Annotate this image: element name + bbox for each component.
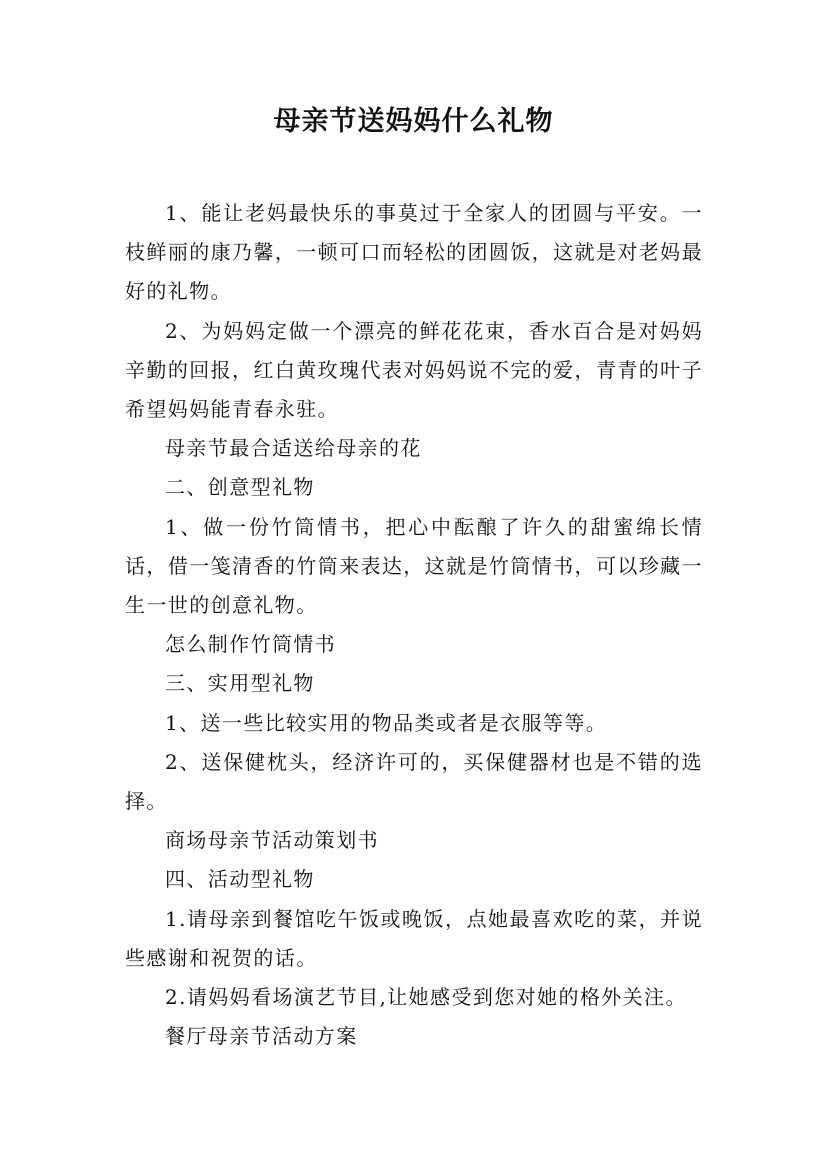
link-text-bamboo-letter: 怎么制作竹筒情书 [165,632,337,657]
link-text-restaurant-plan: 餐厅母亲节活动方案 [165,1024,358,1049]
paragraph-intro-1: 1、能让老妈最快乐的事莫过于全家人的团圆与平安。一枝鲜丽的康乃馨，一顿可口而轻松的团圆饭，这就是对老妈最好的礼物。 [125,201,703,304]
section-heading-practical: 三、实用型礼物 [165,671,315,696]
paragraph-activity-1: 1.请母亲到餐馆吃午饭或晚饭，点她最喜欢吃的菜，并说些感谢和祝贺的话。 [125,906,703,970]
paragraph-practical-1: 1、送一些比较实用的物品类或者是衣服等等。 [165,710,608,735]
link-text-mall-plan: 商场母亲节活动策划书 [165,828,379,853]
paragraph-intro-2: 2、为妈妈定做一个漂亮的鲜花花束，香水百合是对妈妈辛勤的回报，红白黄玫瑰代表对妈妈说不完的爱，青青的叶子希望妈妈能青春永驻。 [125,318,703,422]
paragraph-creative-1: 1、做一份竹筒情书，把心中酝酿了许久的甜蜜绵长情话，借一笺清香的竹筒来表达，这就是竹筒情书，可以珍藏一生一世的创意礼物。 [125,514,703,618]
document-body [125,194,703,1056]
link-text-flowers: 母亲节最合适送给母亲的花 [165,436,422,461]
section-heading-activity: 四、活动型礼物 [165,867,315,892]
paragraph-activity-2: 2.请妈妈看场演艺节目,让她感受到您对她的格外关注。 [165,985,687,1010]
section-heading-creative: 二、创意型礼物 [165,475,315,500]
document-title: 母亲节送妈妈什么礼物 [273,106,554,137]
paragraph-practical-2: 2、送保健枕头，经济许可的，买保健器材也是不错的选择。 [125,749,703,814]
